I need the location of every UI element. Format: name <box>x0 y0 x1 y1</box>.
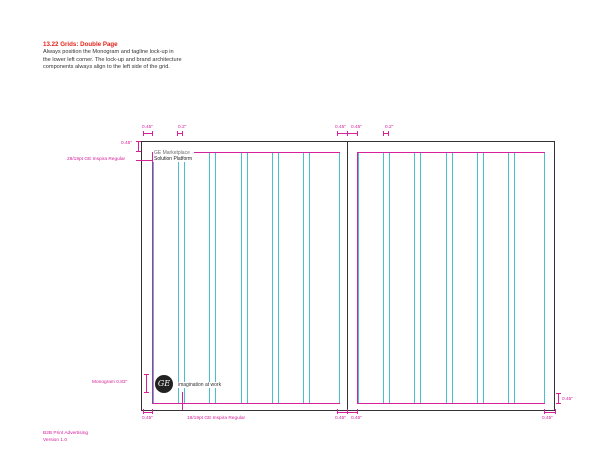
dim-bracket <box>144 392 149 393</box>
brand-architecture <box>153 150 194 162</box>
page-spine <box>347 142 348 410</box>
dim-bracket <box>143 131 144 136</box>
dim-bracket <box>556 393 561 394</box>
grid-column <box>215 153 242 403</box>
dim-top-spine-right: 0.45" <box>351 125 363 130</box>
dim-bracket <box>177 131 178 136</box>
callout-leader <box>136 160 152 161</box>
dim-right-bottom-margin: 0.45" <box>562 397 574 402</box>
dim-bracket <box>544 412 555 413</box>
dim-bottom-spine-right: 0.45" <box>351 416 363 421</box>
dim-top-spine-left: 0.45" <box>335 125 347 130</box>
dim-bracket <box>182 131 183 136</box>
left-page-grid <box>152 152 340 404</box>
dim-bracket <box>556 403 561 404</box>
grid-column <box>514 153 545 403</box>
description-line: components always align to the left side of the grid. <box>43 64 170 71</box>
dim-bracket <box>144 374 149 375</box>
grid-column <box>358 153 384 403</box>
description-line: Always position the Monogram and tagline lock-up in <box>43 49 174 55</box>
grid-column <box>278 153 304 403</box>
dim-bracket <box>558 393 559 403</box>
section-heading: 13.22 Grids: Double Page <box>43 41 118 48</box>
grid-column <box>184 153 210 403</box>
dim-bracket <box>146 374 147 392</box>
dim-bracket <box>357 131 358 136</box>
callout-type-spec-top: 28/19pt GE Inspira Regular <box>67 157 126 162</box>
grid-column <box>389 153 415 403</box>
grid-column <box>452 153 478 403</box>
dim-top-left-margin: 0.45" <box>142 125 154 130</box>
dim-bracket <box>347 409 348 414</box>
dim-bottom-right-margin: 0.45" <box>542 416 554 421</box>
footer-title: B2B Print Advertising <box>43 431 89 436</box>
dim-bracket <box>337 131 338 136</box>
tagline: imagination at work <box>178 382 222 388</box>
dim-bracket <box>152 131 153 136</box>
description-line: the lower left corner. The lock-up and brand architecture <box>43 56 182 63</box>
ge-monogram-icon: GE <box>155 375 173 393</box>
grid-column <box>153 153 179 403</box>
dim-bracket <box>143 133 152 134</box>
dim-top-right-gutter: 0.2" <box>385 125 394 130</box>
callout-type-spec-bottom: 18/19pt GE Inspira Regular <box>187 416 246 421</box>
right-page-grid <box>357 152 545 404</box>
brand-architecture-line1: GE Marketplace <box>154 150 190 156</box>
double-page-frame <box>141 141 555 411</box>
dim-bracket <box>383 131 384 136</box>
dim-bracket <box>544 409 545 414</box>
dim-bottom-left-margin: 0.45" <box>142 416 154 421</box>
callout-monogram: Monogram 0.83" <box>92 380 128 385</box>
dim-bottom-spine-left: 0.45" <box>335 416 347 421</box>
grid-column <box>309 153 340 403</box>
dim-bracket <box>152 409 153 414</box>
grid-column <box>247 153 273 403</box>
dim-bracket <box>138 141 139 151</box>
grid-column <box>420 153 447 403</box>
dim-bracket <box>143 412 152 413</box>
section-description <box>43 49 233 72</box>
dim-top-left-gutter: 0.2" <box>178 125 187 130</box>
dim-bracket <box>555 409 556 414</box>
dim-bracket <box>337 409 338 414</box>
callout-leader <box>182 392 183 410</box>
grid-column <box>483 153 509 403</box>
brand-architecture-line2: Solution Platform <box>154 156 193 162</box>
dim-bracket <box>143 409 144 414</box>
dim-bracket <box>388 131 389 136</box>
dim-bracket <box>347 131 348 136</box>
dim-bracket <box>357 409 358 414</box>
dim-left-top-margin: 0.45" <box>121 141 133 146</box>
footer-version: Version 1.0 <box>43 438 68 443</box>
